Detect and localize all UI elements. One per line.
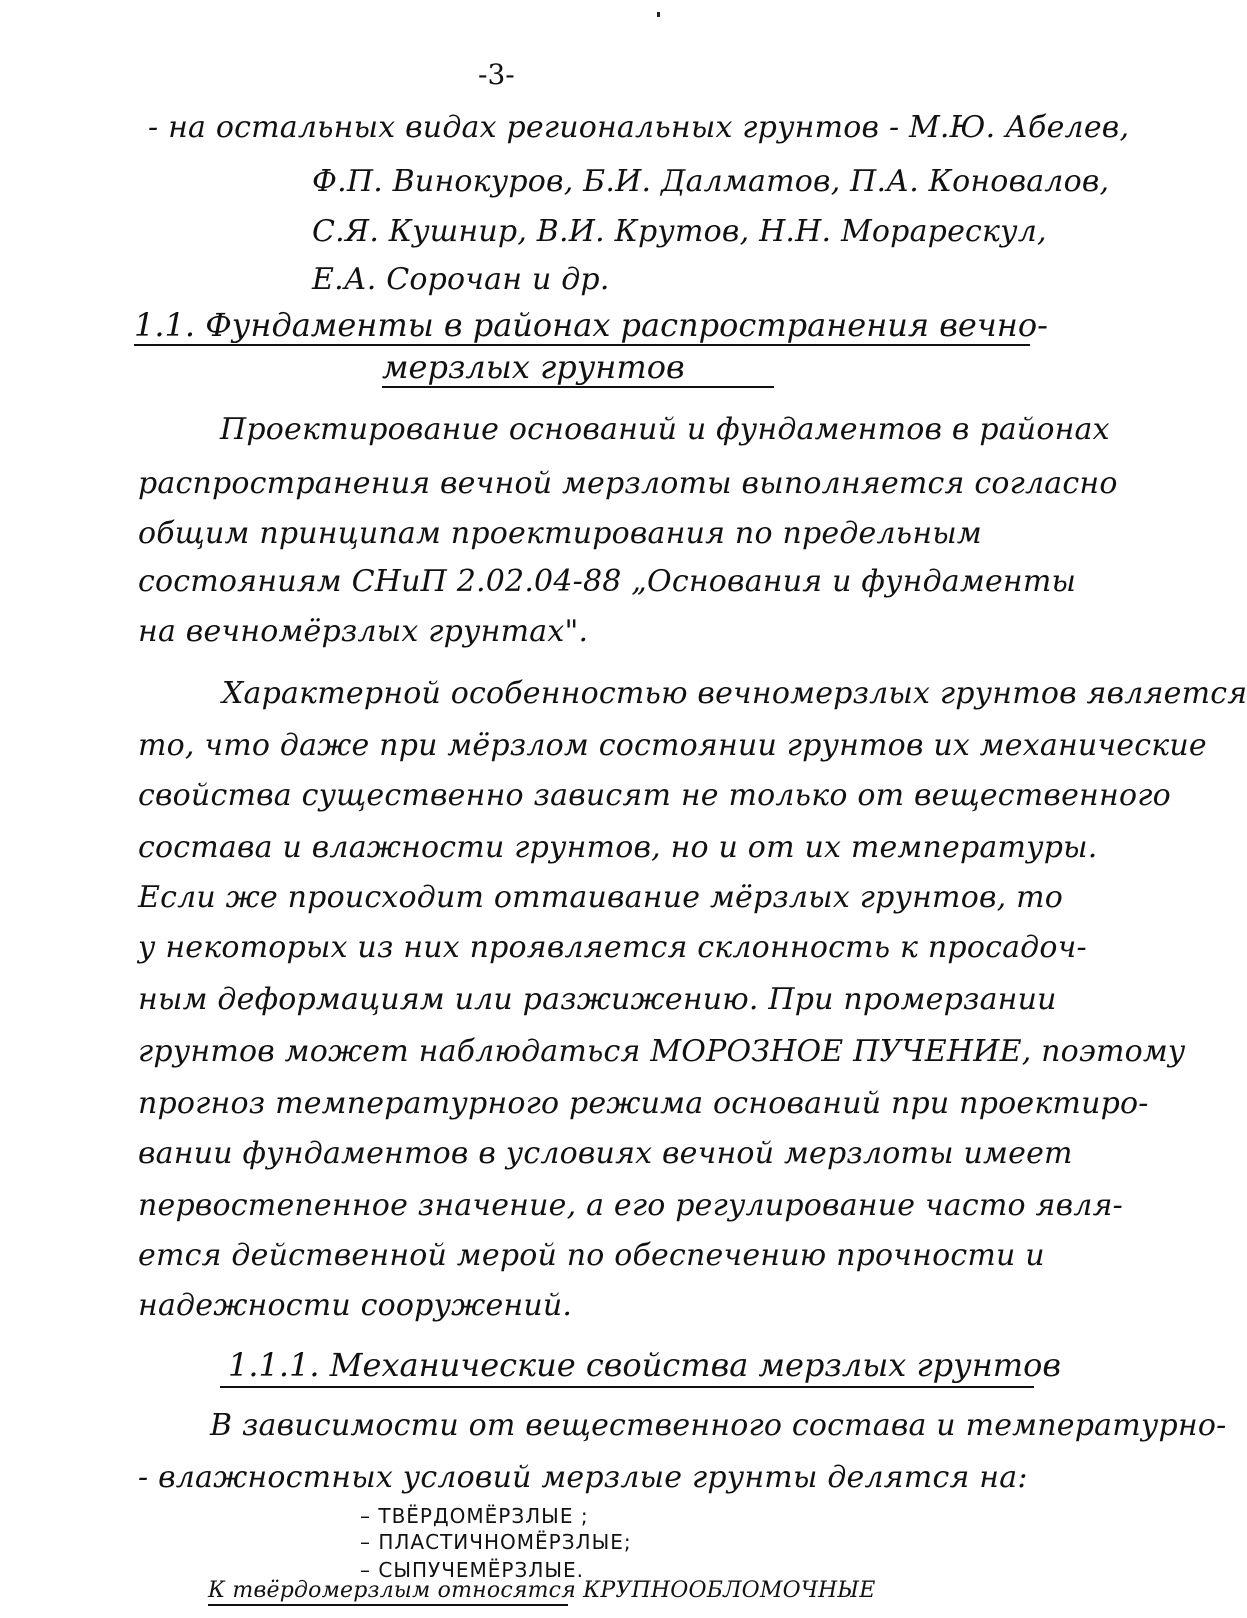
paragraph-line: К твёрдомерзлым относятся КРУПНООБЛОМОЧНЫЕ bbox=[208, 1578, 876, 1603]
paragraph-line: Проектирование оснований и фундаментов в районах bbox=[220, 412, 1110, 447]
paragraph-line: состава и влажности грунтов, но и от их температуры. bbox=[138, 830, 1098, 865]
paragraph-line: вании фундаментов в условиях вечной мерзлоты имеет bbox=[138, 1136, 1073, 1171]
category-item: – СЫПУЧЕМЁРЗЛЫЕ. bbox=[360, 1558, 584, 1582]
intro-line: С.Я. Кушнир, В.И. Крутов, Н.Н. Морарескул, bbox=[312, 214, 1047, 249]
paragraph-line: грунтов может наблюдаться МОРОЗНОЕ ПУЧЕНИЕ, поэтому bbox=[138, 1034, 1186, 1069]
subsection-heading: 1.1.1. Механические свойства мерзлых грунтов bbox=[228, 1346, 1062, 1384]
paragraph-line: - влажностных условий мерзлые грунты делятся на: bbox=[138, 1460, 1028, 1495]
intro-line: Е.А. Сорочан и др. bbox=[312, 262, 610, 297]
paragraph-line: Характерной особенностью вечномерзлых грунтов является bbox=[222, 676, 1247, 711]
paragraph-line: надежности сооружений. bbox=[138, 1288, 573, 1323]
paragraph-line: состояниям СНиП 2.02.04-88 „Основания и фундаменты bbox=[138, 564, 1077, 599]
heading-underline bbox=[134, 344, 1030, 346]
paragraph-line: то, что даже при мёрзлом состоянии грунтов их механические bbox=[138, 728, 1207, 763]
heading-underline bbox=[382, 386, 774, 388]
paragraph-line: ется действенной мерой по обеспечению прочности и bbox=[138, 1238, 1045, 1273]
paragraph-line: В зависимости от вещественного состава и температурно- bbox=[210, 1408, 1227, 1443]
intro-line: Ф.П. Винокуров, Б.И. Далматов, П.А. Коновалов, bbox=[312, 164, 1110, 199]
paragraph-line: общим принципам проектирования по предельным bbox=[138, 516, 982, 551]
category-item: – ПЛАСТИЧНОМЁРЗЛЫЕ; bbox=[360, 1530, 632, 1554]
paragraph-line: первостепенное значение, а его регулирование часто явля- bbox=[138, 1188, 1123, 1223]
paragraph-line: прогноз температурного режима оснований при проектиро- bbox=[138, 1086, 1149, 1121]
category-item: – ТВЁРДОМЁРЗЛЫЕ ; bbox=[360, 1504, 589, 1528]
paragraph-line: у некоторых из них проявляется склонность к просадоч- bbox=[138, 930, 1087, 965]
paragraph-line: свойства существенно зависят не только от вещественного bbox=[138, 778, 1171, 813]
paragraph-line: на вечномёрзлых грунтах". bbox=[138, 614, 589, 649]
scan-speck bbox=[657, 12, 660, 17]
section-heading-cont: мерзлых грунтов bbox=[382, 348, 685, 386]
intro-line: - на остальных видах региональных грунтов - М.Ю. Абелев, bbox=[148, 110, 1130, 145]
page-number: -3- bbox=[478, 58, 515, 91]
heading-underline bbox=[220, 1386, 1034, 1388]
section-heading: 1.1. Фундаменты в районах распространения вечно- bbox=[134, 306, 1048, 344]
paragraph-line: Если же происходит оттаивание мёрзлых грунтов, то bbox=[138, 880, 1064, 915]
paragraph-line: распространения вечной мерзлоты выполняется согласно bbox=[138, 466, 1118, 501]
paragraph-line: ным деформациям или разжижению. При промерзании bbox=[138, 982, 1057, 1017]
